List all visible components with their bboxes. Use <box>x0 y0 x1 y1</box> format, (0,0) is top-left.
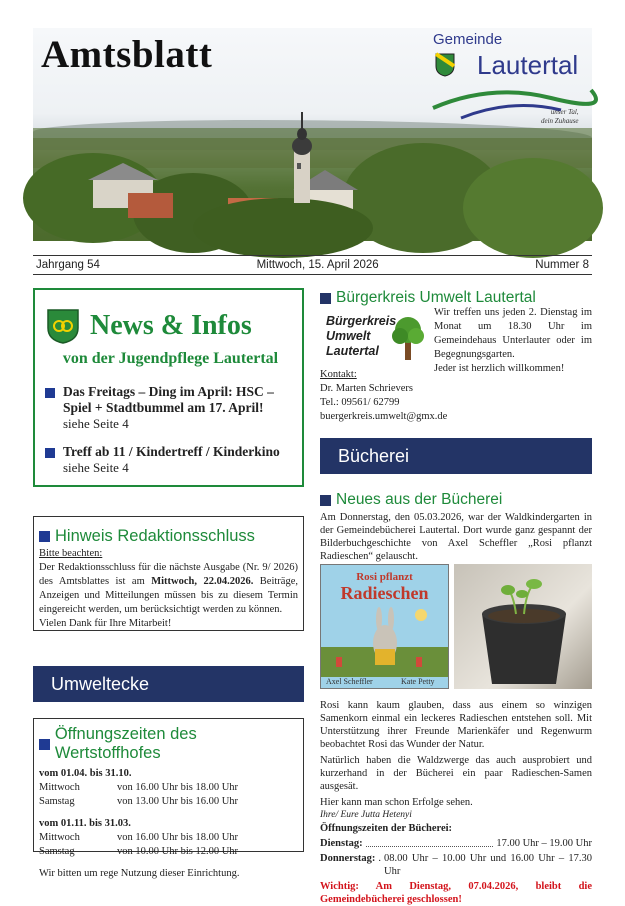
buergerkreis-logo <box>322 308 427 363</box>
hinweis-thanks: Vielen Dank für Ihre Mitarbeit! <box>39 618 172 629</box>
logo-slogan-line1: unser Tal, <box>550 108 579 116</box>
wertstoffhof-heading: Öffnungszeiten des Wertstoffhofes <box>54 725 197 762</box>
period-1-range: vom 01.04. bis 31.10. <box>39 768 132 779</box>
hours-heading: Öffnungszeiten der Bücherei: <box>320 823 453 834</box>
closure-warning: Wichtig: Am Dienstag, 07.04.2026, bleibt die Gemeindebücherei geschlossen! <box>320 881 592 905</box>
issue-date: Mittwoch, 15. April 2026 <box>256 259 379 271</box>
bullet-icon <box>320 495 331 506</box>
logo-gemeinde: Gemeinde <box>433 31 503 48</box>
logo-text-line1: Bürgerkreis <box>326 314 397 328</box>
hours-time: 08.00 Uhr – 10.00 Uhr und 16.00 Uhr – 17.30 Uhr <box>384 853 592 877</box>
hinweis-text <box>39 561 298 617</box>
period-1-row-1 <box>39 781 298 795</box>
coat-of-arms-icon <box>435 53 455 77</box>
buergerkreis-contact <box>320 368 447 424</box>
day: Mittwoch <box>39 832 80 843</box>
book-title-line2: Radieschen <box>340 583 429 603</box>
bullet-icon <box>45 448 55 458</box>
buergerkreis-heading: Bürgerkreis Umwelt Lautertal <box>336 289 536 306</box>
church-tower <box>285 108 317 203</box>
buergerkreis-heading-row <box>320 289 536 307</box>
logo-text-line3: Lautertal <box>326 344 379 358</box>
logo-text-line2: Umwelt <box>326 329 371 343</box>
news-item-2 <box>45 444 300 476</box>
buergerkreis-logo-text <box>326 314 396 359</box>
news-item-1-ref: siehe Seite 4 <box>63 416 129 431</box>
hours-row-1 <box>320 837 592 850</box>
contact-name: Dr. Marten Schrievers <box>320 383 414 394</box>
hinweis-deadline: Mittwoch, 22.04.2026. <box>151 576 254 587</box>
jugendpflege-logo-icon <box>47 308 79 344</box>
buergerkreis-description: Wir treffen uns jeden 2. Dienstag im Monat um 18.30 Uhr im Gemeindehaus Unterlauter oder im Begegnungsgarten. <box>434 307 592 360</box>
hours-day: Dienstag: <box>320 838 363 849</box>
hinweis-box <box>33 516 304 631</box>
hinweis-text-b: Beiträge, Anzeigen und Mitteilungen müssen bis zu diesem Termin eingereicht werden, um berücksichtigt werden zu können. <box>39 576 298 615</box>
volume-label: Jahrgang 54 <box>36 259 100 271</box>
seedling-illustration <box>454 564 592 689</box>
buecherei-bar: Bücherei <box>320 438 592 474</box>
time: von 10.00 Uhr bis 12.00 Uhr <box>117 846 239 857</box>
neues-signature: Ihre/ Eure Jutta Hetenyi <box>320 810 412 820</box>
bullet-icon <box>39 531 50 542</box>
news-item-2-headline: Treff ab 11 / Kindertreff / Kinderkino <box>63 444 280 459</box>
neues-heading-row <box>320 491 502 509</box>
header-banner <box>33 28 592 241</box>
day: Samstag <box>39 796 75 807</box>
masthead-title: Amtsblatt <box>41 33 213 76</box>
book-author-1: Axel Scheffler <box>326 677 373 686</box>
hinweis-text-a: Der Redaktionsschluss für die nächste Ausgabe (Nr. 9/ 2026) des Amtsblattes ist am <box>39 562 298 587</box>
hinweis-body <box>39 547 298 631</box>
period-2-row-1 <box>39 831 298 845</box>
buergerkreis-welcome: Jeder ist herzlich willkommen! <box>434 363 565 374</box>
neues-text-1: Am Donnerstag, den 05.03.2026, war der Waldkindergarten in der Gemeindebücherei Lautertal. Dort wurde ganz gespannt der Bilderbuchgeschichte von Axel Scheffler „Rosi pflanzt Radieschen“ gelauscht. <box>320 512 592 562</box>
wertstoffhof-body <box>39 767 298 881</box>
neues-text-4: Hier kann man schon Erfolge sehen. <box>320 797 473 808</box>
time: von 13.00 Uhr bis 16.00 Uhr <box>117 796 239 807</box>
logo-lautertal: Lautertal <box>477 50 579 80</box>
logo-slogan <box>541 108 579 126</box>
time: von 16.00 Uhr bis 18.00 Uhr <box>117 782 239 793</box>
bullet-icon <box>45 388 55 398</box>
news-box <box>33 288 304 487</box>
logo-slogan-line2: dein Zuhause <box>541 117 579 125</box>
book-cover-image <box>320 564 449 689</box>
contact-email: buergerkreis.umwelt@gmx.de <box>320 411 448 422</box>
period-1-row-2 <box>39 795 298 809</box>
day: Mittwoch <box>39 782 80 793</box>
issue-number: Nummer 8 <box>535 259 589 271</box>
wertstoffhof-note: Wir bitten um rege Nutzung dieser Einrichtung. <box>39 868 240 879</box>
wertstoffhof-box <box>33 718 304 879</box>
neues-text-3: Natürlich haben die Waldzwerge das auch ausprobiert und kurzerhand in der Bücherei ein paar Radieschen-Samen ausgesät. <box>320 755 592 792</box>
hours-row-2 <box>320 852 592 878</box>
bullet-icon <box>320 293 331 304</box>
hours-day: Donnerstag: <box>320 853 376 864</box>
period-2-row-2 <box>39 845 298 859</box>
news-title: News & Infos <box>90 310 252 341</box>
contact-label: Kontakt: <box>320 369 357 380</box>
news-subtitle: von der Jugendpflege Lautertal <box>62 350 279 367</box>
news-item-1 <box>45 384 300 432</box>
book-title-line1: Rosi pflanzt <box>356 571 413 583</box>
contact-phone: Tel.: 09561/ 62799 <box>320 397 400 408</box>
book-author-2: Kate Petty <box>401 677 435 686</box>
period-2-range: vom 01.11. bis 31.03. <box>39 818 131 829</box>
wertstoffhof-heading-row <box>39 725 303 763</box>
dot-leader <box>366 837 494 847</box>
issue-info-line <box>33 255 592 275</box>
tree-icon <box>390 314 426 362</box>
bullet-icon <box>39 739 50 750</box>
seedling-pot-image <box>454 564 592 689</box>
buergerkreis-text <box>434 306 592 376</box>
day: Samstag <box>39 846 75 857</box>
neues-text-2: Rosi kann kaum glauben, dass aus einem so winzigen Samenkorn einmal ein leckeres Radieschen entstehen soll. Mit Unterstützung ihrer Freunde Marienkäfer und Regenwurm beobachtet Rosi das Wunder der Natur. <box>320 700 592 750</box>
dot-leader: . <box>378 853 382 864</box>
news-item-1-headline: Das Freitags – Ding im April: HSC – Spiel + Stadtbummel am 17. April! <box>63 384 274 415</box>
umweltecke-bar: Umweltecke <box>33 666 304 702</box>
municipality-logo <box>431 28 592 128</box>
news-item-2-ref: siehe Seite 4 <box>63 460 129 475</box>
neues-heading: Neues aus der Bücherei <box>336 491 503 508</box>
hinweis-heading: Hinweis Redaktionsschluss <box>55 527 255 545</box>
time: von 16.00 Uhr bis 18.00 Uhr <box>117 832 239 843</box>
hinweis-intro: Bitte beachten: <box>39 548 103 559</box>
neues-text-block-2 <box>320 699 592 906</box>
book-illustration <box>321 607 448 677</box>
hours-time: 17.00 Uhr – 19.00 Uhr <box>496 838 592 849</box>
hinweis-heading-row <box>39 527 303 546</box>
